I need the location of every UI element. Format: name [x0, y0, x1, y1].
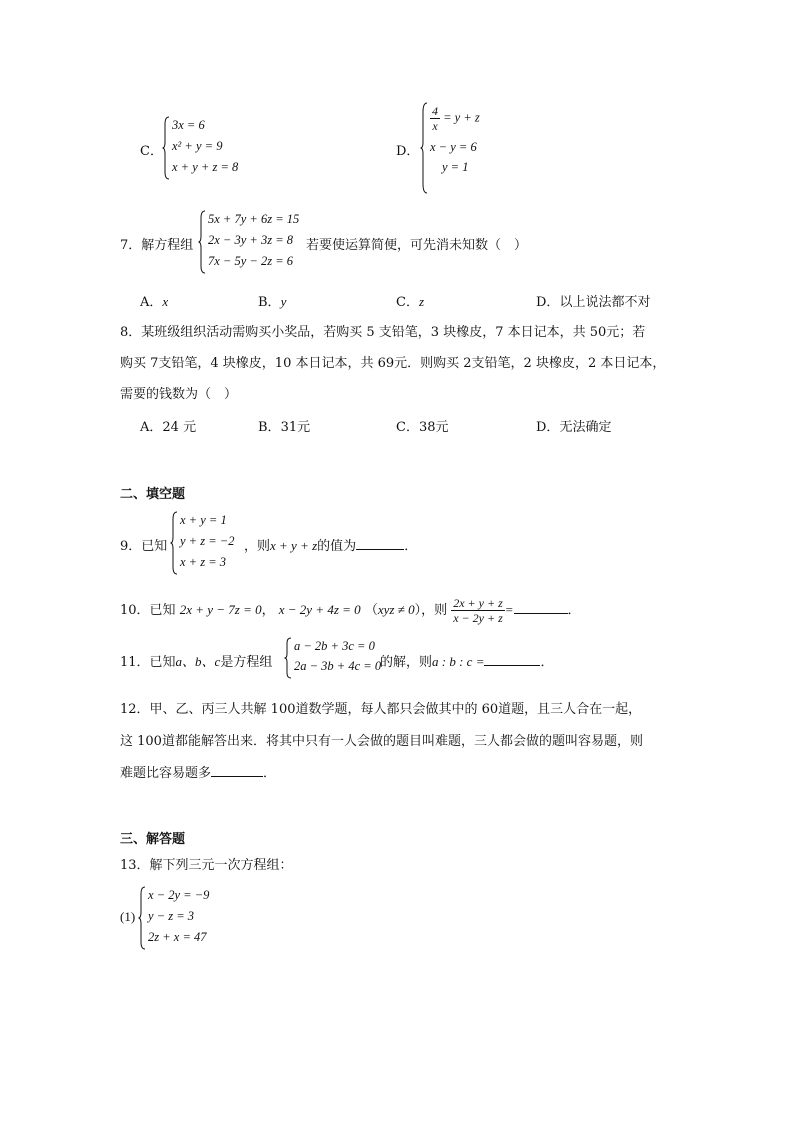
q12-line-3	[120, 762, 276, 781]
option-label: A．	[140, 420, 163, 435]
equation-row: x + z = 3	[180, 555, 227, 569]
q11-tail	[380, 651, 553, 670]
option-label: A．	[140, 295, 163, 310]
fraction-numerator: 4	[432, 104, 438, 118]
q12-end: ．	[263, 766, 277, 781]
equation-row: 3x = 6	[172, 118, 205, 132]
section-heading-solve: 三、解答题	[120, 832, 186, 847]
q7-option-b	[258, 291, 286, 310]
fraction	[451, 596, 505, 625]
equation-row: a − 2b + 3c = 0	[294, 639, 375, 653]
equation-row: x − y = 6	[430, 140, 477, 154]
q10-equals: =	[504, 602, 514, 617]
fraction-denominator: x − 2y + z	[453, 611, 503, 625]
q6-option-d-system	[420, 102, 530, 194]
q11-prefix-line	[120, 651, 272, 670]
equation-row: 2x − 3y + 3z = 8	[208, 233, 294, 247]
equation-row: x² + y = 9	[172, 139, 223, 153]
q8-option-a	[140, 416, 196, 435]
q10-cond-open: （	[364, 603, 378, 618]
option-value: 31元	[280, 420, 311, 435]
option-label: B．	[258, 420, 281, 435]
option-value: y	[280, 294, 287, 309]
q7-option-d	[536, 291, 650, 310]
q8-line-3: 需要的钱数为（ ）	[120, 387, 238, 402]
q6-option-c-label: C．	[140, 144, 163, 159]
option-value: 无法确定	[559, 420, 612, 435]
q11-end: ．	[540, 655, 554, 670]
equation-row: x + y = 1	[180, 513, 227, 527]
brace-icon	[170, 511, 178, 575]
q9-expr: x + y + z	[270, 538, 318, 553]
option-label: C．	[396, 295, 419, 310]
q8-line-1: 8．某班级组织活动需购买小奖品，若购买 5 支铅笔，3 块橡皮，7 本日记本，共 50元；若	[120, 325, 646, 340]
option-label: D．	[536, 420, 560, 435]
q7-prefix: 7．解方程组	[120, 238, 194, 253]
q8-line-2: 购买 7支铅笔，4 块橡皮，10 本日记本，共 69元．则购买 2支铅笔，2 块橡皮，2 本日记本，	[120, 356, 666, 371]
equation-row: y = 1	[442, 160, 469, 174]
q7-option-c	[396, 291, 424, 310]
brace-icon	[162, 116, 170, 180]
q10-eq2: x − 2y + 4z = 0	[278, 602, 361, 617]
q7-suffix: 若要使运算简便，可先消未知数（ ）	[306, 238, 528, 253]
brace-icon	[284, 637, 292, 679]
option-label: B．	[258, 295, 281, 310]
q10-cond: xyz ≠ 0	[377, 602, 415, 617]
q11-suffix: 的解，则	[380, 655, 433, 670]
option-value: 24 元	[162, 420, 197, 435]
answer-blank	[356, 537, 404, 550]
answer-blank	[211, 764, 263, 777]
option-label: D．	[536, 295, 560, 310]
equation-rest: = y + z	[443, 110, 480, 125]
q10-eq1: 2x + y − 7z = 0	[179, 602, 262, 617]
q12-line-3-text: 难题比容易题多	[120, 766, 212, 781]
q10-line	[120, 596, 581, 625]
fraction-numerator: 2x + y + z	[453, 596, 503, 610]
q11-ratio: a : b : c =	[432, 654, 485, 669]
q10-cond-close: ），则	[414, 603, 448, 618]
fraction-denominator: x	[432, 119, 438, 133]
q8-option-b	[258, 416, 310, 435]
q9-prefix: 9．已知	[120, 539, 168, 554]
equation-row: y + z = −2	[180, 534, 235, 548]
q10-prefix: 10．已知	[120, 603, 176, 618]
q13-title: 13．解下列三元一次方程组：	[120, 858, 293, 873]
q8-option-c	[396, 416, 449, 435]
equation-row: 2a − 3b + 4c = 0	[294, 659, 382, 673]
equation-row: y − z = 3	[148, 909, 195, 923]
q10-sep: ，	[261, 603, 275, 618]
q11-prefix: 11．已知	[120, 655, 176, 670]
q10-end: ．	[567, 603, 581, 618]
q11-system	[284, 637, 384, 679]
q12-line-2: 这 100道都能解答出来．将其中只有一人会做的题目叫难题，三人都会做的题叫容易题，则	[120, 734, 643, 749]
q11-mid: 是方程组	[220, 655, 273, 670]
q7-option-a	[140, 291, 168, 310]
option-value: 以上说法都不对	[559, 295, 651, 310]
equation-row: 5x + 7y + 6z = 15	[208, 212, 300, 226]
equation-row: x + y + z = 8	[172, 160, 239, 174]
q13-system	[138, 886, 238, 950]
q6-option-d-label: D．	[396, 144, 420, 159]
q6-option-c-system	[162, 116, 272, 180]
equation-row: 2z + x = 47	[148, 930, 207, 944]
q9-end: ．	[404, 539, 418, 554]
answer-blank	[514, 601, 568, 614]
q9-mid: ，则	[244, 539, 271, 554]
q8-option-d	[536, 416, 611, 435]
equation-row: 7x − 5y − 2z = 6	[208, 254, 294, 268]
q11-vars: a、b、c	[175, 654, 221, 669]
q13-part-label: (1)	[120, 909, 136, 924]
equation-row	[430, 104, 480, 133]
q12-line-1: 12．甲、乙、丙三人共解 100道数学题，每人都只会做其中的 60道题，且三人合在一起，	[120, 702, 642, 717]
q7-system	[198, 210, 308, 274]
brace-icon	[420, 102, 428, 194]
equation-row: x − 2y = −9	[148, 888, 210, 902]
option-value: z	[418, 294, 425, 309]
brace-icon	[198, 210, 206, 274]
answer-blank	[484, 653, 540, 666]
brace-icon	[138, 886, 146, 950]
section-heading-fill-in: 二、填空题	[120, 487, 186, 502]
option-label: C．	[396, 420, 419, 435]
q9-tail	[244, 535, 417, 554]
option-value: 38元	[418, 420, 449, 435]
fraction	[430, 104, 440, 133]
q9-suffix: 的值为	[317, 539, 357, 554]
option-value: x	[162, 294, 169, 309]
